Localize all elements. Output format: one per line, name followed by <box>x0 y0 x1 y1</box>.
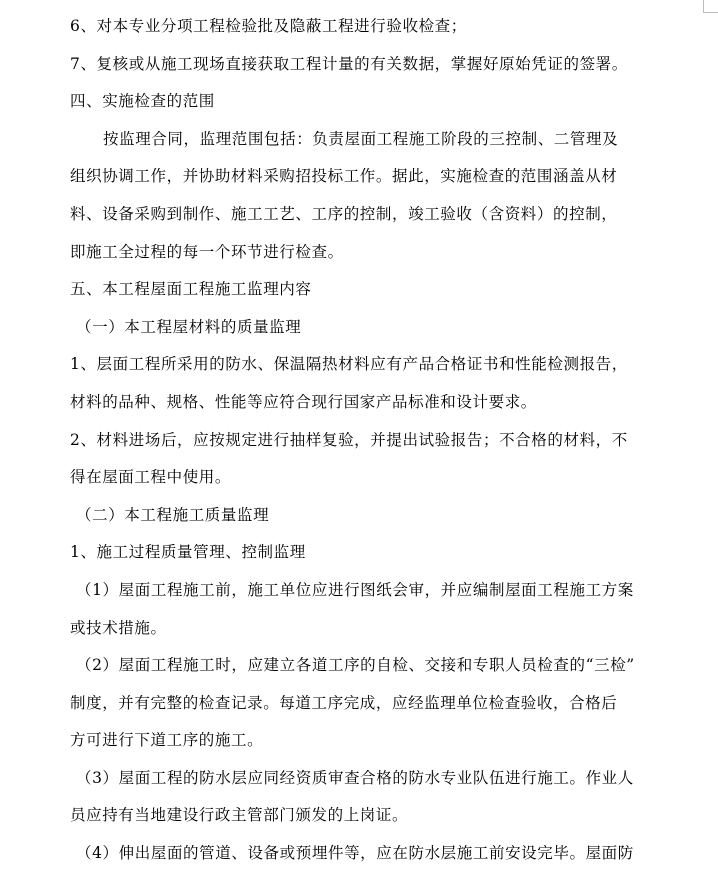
material-item-1-line-2: 材料的品种、规格、性能等应符合现行国家产品标准和设计要求。 <box>70 392 537 411</box>
construction-point-2-line-2: 制度，并有完整的检查记录。每道工序完成，应经监理单位检查验收，合格后 <box>70 693 618 712</box>
text-line-item-7: 7、复核或从施工现场直接获取工程计量的有关数据，掌握好原始凭证的签署。 <box>70 54 628 73</box>
construction-point-1-line-1: （1）屋面工程施工前，施工单位应进行图纸会审，并应编制屋面工程施工方案 <box>76 580 634 599</box>
material-item-1-line-1: 1、层面工程所采用的防水、保温隔热材料应有产品合格证书和性能检测报告， <box>70 355 628 374</box>
construction-point-3-line-2: 员应持有当地建设行政主管部门颁发的上岗证。 <box>70 806 409 825</box>
paragraph-scope-line-2: 组织协调工作，并协助材料采购招投标工作。据此，实施检查的范围涵盖从材 <box>70 167 618 186</box>
paragraph-scope-line-4: 即施工全过程的每一个环节进行检查。 <box>70 242 344 261</box>
page-corner-mark <box>703 0 718 13</box>
text-line-item-6: 6、对本专业分项工程检验批及隐蔽工程进行验收检查； <box>70 17 467 35</box>
construction-point-1-line-2: 或技术措施。 <box>70 618 167 637</box>
subheading-material-quality: （一）本工程屋材料的质量监理 <box>76 317 302 336</box>
document-body <box>70 8 655 873</box>
material-item-2-line-1: 2、材料进场后，应按规定进行抽样复验，并提出试验报告；不合格的材料，不 <box>70 430 628 449</box>
construction-point-4-line-1: （4）伸出屋面的管道、设备或预埋件等，应在防水层施工前安设完毕。屋面防 <box>76 844 634 863</box>
paragraph-scope-line-1: 按监理合同，监理范围包括：负责屋面工程施工阶段的三控制、二管理及 <box>103 129 619 148</box>
construction-point-2-line-3: 方可进行下道工序的施工。 <box>70 731 264 750</box>
material-item-2-line-2: 得在屋面工程中使用。 <box>70 468 232 487</box>
paragraph-scope-line-3: 料、设备采购到制作、施工工艺、工序的控制，竣工验收（含资料）的控制， <box>70 204 618 223</box>
construction-point-2-line-1: （2）屋面工程施工时，应建立各道工序的自检、交接和专职人员检查的“三检” <box>76 656 635 675</box>
section-heading-roof-supervision: 五、本工程屋面工程施工监理内容 <box>70 280 312 299</box>
construction-item-1-heading: 1、施工过程质量管理、控制监理 <box>70 543 306 562</box>
subheading-construction-quality: （二）本工程施工质量监理 <box>76 505 270 524</box>
section-heading-scope: 四、实施检查的范围 <box>70 92 215 111</box>
construction-point-3-line-1: （3）屋面工程的防水层应同经资质审查合格的防水专业队伍进行施工。作业人 <box>76 768 634 787</box>
